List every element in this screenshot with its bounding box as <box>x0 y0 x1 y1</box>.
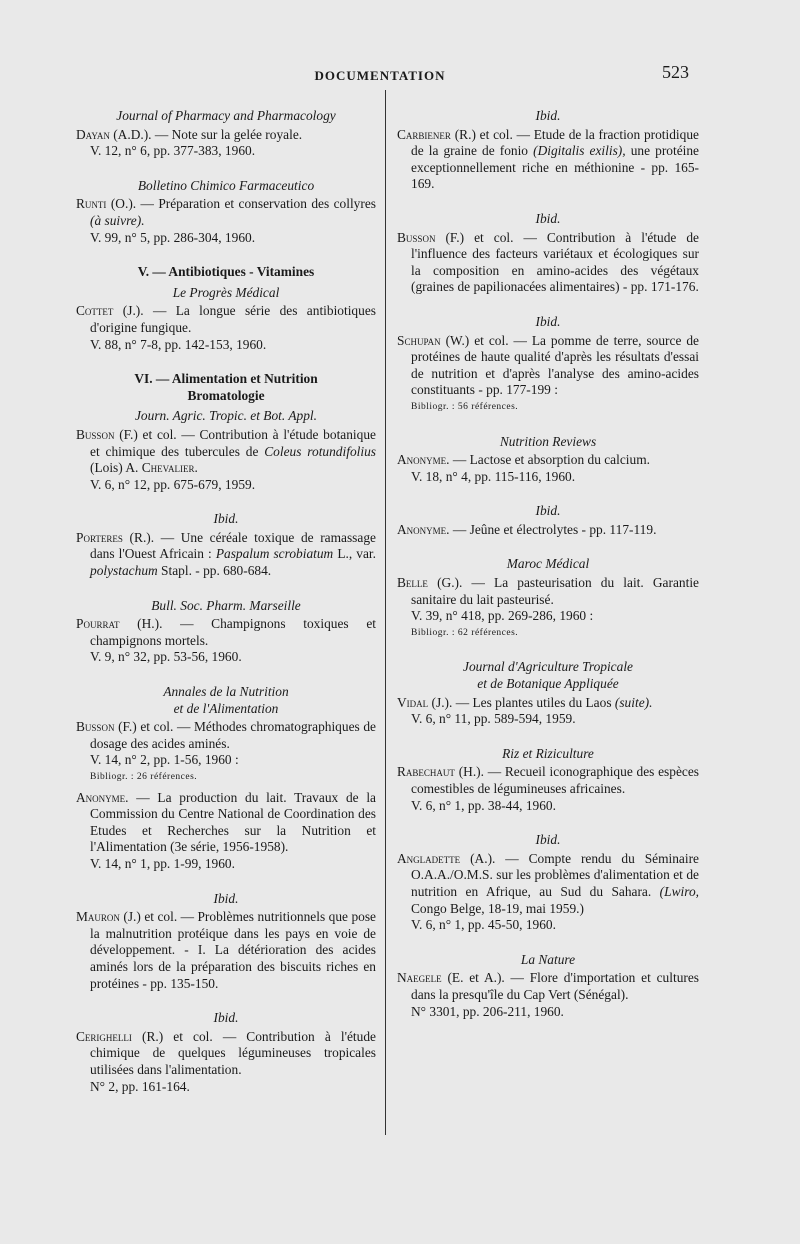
entry-author: Schupan <box>397 332 441 348</box>
bibliography-entry <box>397 333 699 416</box>
entry-bibliography-note: Bibliogr. : 62 références. <box>411 627 519 638</box>
source-title: Ibid. <box>535 108 561 123</box>
entry-author: Anonyme. <box>76 789 129 805</box>
entry-text: (A.). — Compte rendu du Séminaire O.A.A./O.M.S. sur les problèmes d'alimentation et de nutrition en Afrique, au Sud du Sahara. <box>411 850 699 899</box>
entry-text: (G.). — La pasteurisation du lait. Garantie sanitaire du lait pasteurisé. <box>411 575 699 607</box>
entry-italic: (Lwiro, <box>659 883 699 899</box>
page-number: 523 <box>662 62 689 82</box>
entry-author: Cottet <box>76 303 114 319</box>
entry-text: (R.). — Une céréale toxique de ramassage dans l'Ouest Africain : <box>90 529 376 562</box>
entry-text: (Lois) A. <box>90 460 139 476</box>
bibliography-entry <box>397 764 699 814</box>
source-title: Journ. Agric. Tropic. et Bot. Appl. <box>134 408 317 424</box>
entry-italic: (suite). <box>614 694 653 710</box>
entry-text: Stapl. - pp. 680-684. <box>161 563 272 579</box>
entry-italic: (à suivre). <box>90 212 145 228</box>
entry-author: Runti <box>76 196 107 212</box>
source-title-line: Journal d'Agriculture Tropicale <box>463 659 633 675</box>
entry-author: Busson <box>76 426 115 442</box>
source-title: Journal of Pharmacy and Pharmacology <box>116 108 336 123</box>
entry-reference: N° 2, pp. 161-164. <box>90 1078 190 1094</box>
entry-author: Busson <box>397 229 436 245</box>
source-title: Bolletino Chimico Farmaceutico <box>137 177 315 193</box>
entry-text: — Jeûne et électrolytes - pp. 117-119. <box>452 521 657 537</box>
source-title: Ibid. <box>213 890 239 906</box>
entry-text: (J.). — Les plantes utiles du Laos <box>431 694 612 710</box>
source-title: Bull. Soc. Pharm. Marseille <box>151 597 301 613</box>
entry-author: Belle <box>397 575 428 591</box>
entry-text: (J.). — La longue série des antibiotiques d'origine fungique. <box>90 303 376 335</box>
entry-text: (H.). — Champignons toxiques et champignons mortels. <box>90 616 376 648</box>
source-title <box>76 684 376 717</box>
right-column <box>397 108 699 1038</box>
entry-text: une protéine exceptionnellement riche en méthionine - pp. 165-169. <box>411 143 699 192</box>
bibliography-entry <box>397 522 699 539</box>
entry-reference: V. 6, n° 1, pp. 38-44, 1960. <box>411 797 556 813</box>
entry-author: Naegele <box>397 970 442 986</box>
bibliography-entry <box>76 303 376 353</box>
source-title: Le Progrès Médical <box>172 284 280 300</box>
bibliography-entry <box>397 452 699 485</box>
source-title: Ibid. <box>213 1010 239 1026</box>
source-title-line: et de l'Alimentation <box>173 700 279 716</box>
entry-reference: V. 6, n° 11, pp. 589-594, 1959. <box>411 711 576 727</box>
bibliography-entry <box>397 127 699 193</box>
entry-text: (W.) et col. — La pomme de terre, source de protéines de haute qualité d'après les résultats d'essai de nutrition et d'après l'analyse des amino-acides constituants - pp. 177-199 : <box>411 332 699 398</box>
entry-author: Anonyme. <box>397 521 450 537</box>
entry-text: (J.) et col. — Problèmes nutritionnels que pose la malnutrition protéique dans les pays en voie de développement. - I. La détérioration des acides aminés lors de la préparation des biscuits riches en protéines - pp. 135-150. <box>90 909 376 991</box>
source-title-line: Annales de la Nutrition <box>163 684 289 700</box>
entry-reference: V. 12, n° 6, pp. 377-383, 1960. <box>90 143 256 159</box>
entry-author: Cerighelli <box>76 1028 132 1044</box>
entry-text: — La production du lait. Travaux de la Commission du Centre National de Coordination des Etudes et Recherches sur la Nutrition et l'Alimentation (3e série, 1956-1958). <box>90 789 376 855</box>
entry-text: (O.). — Préparation et conservation des collyres <box>110 196 376 212</box>
entry-text: (R.) et col. — Contribution à l'étude chimique de quelques légumineuses tropicales utilisées dans l'alimentation. <box>90 1028 376 1077</box>
entry-text: (E. et A.). — Flore d'importation et cultures dans la presqu'île du Cap Vert (Sénégal). <box>411 970 699 1002</box>
bibliography-entry <box>76 196 376 246</box>
section-heading-line: Bromatologie <box>187 387 265 403</box>
entry-author: Porteres <box>76 529 123 545</box>
entry-reference: V. 99, n° 5, pp. 286-304, 1960. <box>90 229 256 245</box>
entry-reference: V. 9, n° 32, pp. 53-56, 1960. <box>90 649 242 665</box>
bibliography-entry <box>76 909 376 992</box>
entry-reference: V. 14, n° 1, pp. 1-99, 1960. <box>90 855 235 871</box>
entry-text: L., var. <box>337 546 376 562</box>
section-heading: V. — Antibiotiques - Vitamines <box>137 264 315 280</box>
entry-reference: V. 18, n° 4, pp. 115-116, 1960. <box>411 468 576 484</box>
entry-bibliography-note: Bibliogr. : 56 références. <box>411 401 519 412</box>
source-title <box>397 659 699 692</box>
entry-text: — Lactose et absorption du calcium. <box>452 452 650 468</box>
entry-reference: V. 14, n° 2, pp. 1-56, 1960 : <box>90 752 239 768</box>
source-title: Riz et Riziculture <box>502 745 594 761</box>
bibliography-entry <box>76 530 376 580</box>
running-header: DOCUMENTATION <box>314 68 446 83</box>
entry-reference: V. 6, n° 1, pp. 45-50, 1960. <box>411 917 556 933</box>
source-title-line: et de Botanique Appliquée <box>477 676 619 692</box>
entry-text: (F.) et col. — Contribution à l'étude de l'influence des facteurs variétaux et écologiques sur la composition en amino-acides des végétaux (graines de papilionacées alimentaires) - pp. 171-176. <box>411 229 699 295</box>
source-title: Ibid. <box>535 210 561 226</box>
bibliography-entry <box>76 719 376 785</box>
entry-text: Congo Belge, 18-19, mai 1959.) <box>411 900 584 916</box>
entry-author: Dayan <box>76 126 110 142</box>
entry-author: Angladette <box>397 850 461 866</box>
left-column <box>76 108 376 1113</box>
entry-reference: V. 88, n° 7-8, pp. 142-153, 1960. <box>90 336 267 352</box>
entry-author: Busson <box>76 719 115 735</box>
source-title: Nutrition Reviews <box>499 433 597 449</box>
entry-text: (F.) et col. — Contribution à l'étude botanique et chimique des tubercules de <box>90 426 376 459</box>
entry-reference: N° 3301, pp. 206-211, 1960. <box>411 1003 564 1019</box>
entry-author: Anonyme. <box>397 452 450 468</box>
source-title: Ibid. <box>535 832 561 848</box>
source-title: Ibid. <box>535 503 561 519</box>
source-title: Ibid. <box>213 511 239 527</box>
entry-text: (F.) et col. — Méthodes chromatographiques de dosage des acides aminés. <box>90 719 376 751</box>
entry-italic: (Digitalis exilis), <box>533 143 626 159</box>
entry-reference: V. 39, n° 418, pp. 269-286, 1960 : <box>411 608 594 624</box>
entry-text: (H.). — Recueil iconographique des espèces comestibles de légumineuses africaines. <box>411 764 699 796</box>
entry-author: Carbiener <box>397 126 451 142</box>
entry-bibliography-note: Bibliogr. : 26 références. <box>90 772 198 782</box>
bibliography-entry <box>397 695 699 728</box>
bibliography-entry <box>76 1029 376 1095</box>
source-title: Ibid. <box>535 313 561 329</box>
bibliography-entry <box>76 790 376 873</box>
entry-italic: polystachum <box>90 563 158 579</box>
bibliography-entry <box>76 127 376 160</box>
entry-author: Vidal <box>397 694 429 710</box>
entry-text: (R.) et col. — Etude de la fraction protidique de la graine de fonio <box>411 126 699 159</box>
entry-text: (A.D.). — Note sur la gelée royale. <box>113 126 303 142</box>
entry-author: Chevalier. <box>141 460 198 476</box>
column-divider <box>385 90 386 1135</box>
entry-author: Mauron <box>76 909 120 925</box>
entry-italic: Coleus rotundifolius <box>264 443 376 459</box>
bibliography-entry <box>397 851 699 934</box>
entry-reference: V. 6, n° 12, pp. 675-679, 1959. <box>90 476 256 492</box>
bibliography-entry <box>397 970 699 1020</box>
section-heading-line: VI. — Alimentation et Nutrition <box>134 371 318 387</box>
entry-author: Pourrat <box>76 616 120 632</box>
section-heading <box>76 371 376 404</box>
entry-italic: Paspalum scrobiatum <box>215 546 334 562</box>
bibliography-entry <box>397 575 699 641</box>
bibliography-entry <box>397 230 699 296</box>
bibliography-entry <box>76 427 376 493</box>
source-title: La Nature <box>520 951 576 967</box>
source-title: Maroc Médical <box>506 556 590 572</box>
entry-author: Rabechaut <box>397 764 455 780</box>
bibliography-entry <box>76 616 376 666</box>
